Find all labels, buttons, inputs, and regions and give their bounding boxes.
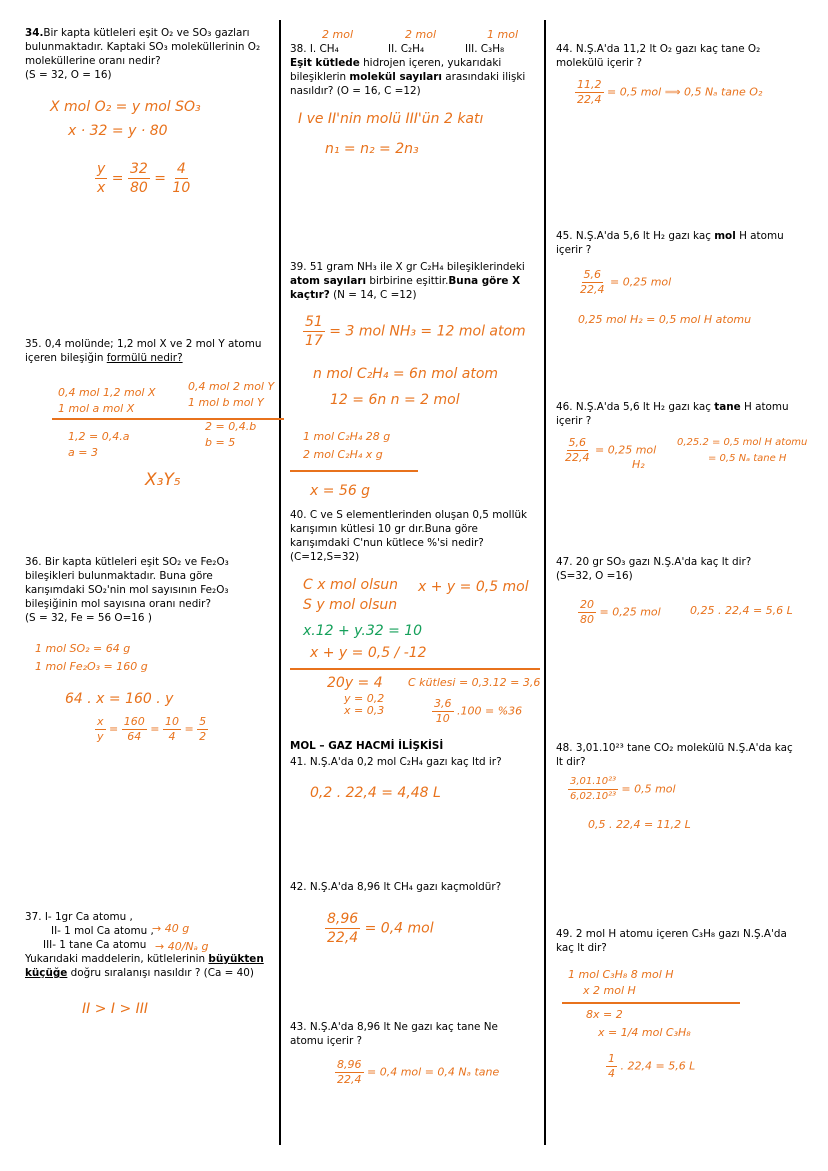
q36-frac3-num: 10 xyxy=(164,715,179,728)
question-47-text-line1: 47. 20 gr SO₃ gazı N.Ş.A'da kaç lt dir? xyxy=(556,556,752,568)
q47-handwriting-2: 0,25 . 22,4 = 5,6 L xyxy=(690,604,793,617)
question-37-text-line2: II- 1 mol Ca atomu , xyxy=(51,925,154,937)
q49-handwriting-2: x 2 mol H xyxy=(583,984,636,997)
section-title: MOL – GAZ HACMİ İLİŞKİSİ xyxy=(290,740,444,752)
question-37-text-line4b: büyükten xyxy=(208,953,264,965)
question-37-text-line5a: küçüğe xyxy=(25,967,68,979)
q40-handwriting-9: C kütlesi = 0,3.12 = 3,6 xyxy=(408,676,541,689)
q47-frac-num: 20 xyxy=(580,598,594,611)
q48-handwriting-2: 0,5 . 22,4 = 11,2 L xyxy=(588,818,691,831)
question-39 xyxy=(290,260,540,302)
q38-mol-3: 1 mol xyxy=(487,28,518,41)
question-36-text-line3: karışımdaki SO₂'nin mol sayısının Fe₂O₃ xyxy=(25,584,229,596)
question-34-text-line2: bulunmaktadır. Kaptaki SO₃ moleküllerinin O₂ xyxy=(25,41,261,53)
q34-eq2: = xyxy=(154,170,166,187)
column-divider-left xyxy=(279,20,281,1145)
question-49 xyxy=(556,927,811,955)
question-35-text-line2b: formülü nedir? xyxy=(106,352,183,364)
question-36-text-line1: 36. Bir kapta kütleleri eşit SO₂ ve Fe₂O₃ xyxy=(25,556,229,568)
q35-handwriting-2: 1 mol a mol X xyxy=(58,402,135,415)
q36-handwriting-3: 64 . x = 160 . y xyxy=(65,691,174,707)
q38-mol-1: 2 mol xyxy=(322,28,353,41)
question-40-text-line4: (C=12,S=32) xyxy=(290,551,360,563)
q35-handwriting-8: b = 5 xyxy=(205,436,236,449)
q42-frac-num: 8,96 xyxy=(327,911,359,927)
question-45-text-line1c: H atomu xyxy=(735,230,784,242)
q34-ratio-den: x xyxy=(97,180,106,196)
q46-frac-den: 22,4 xyxy=(565,451,590,464)
question-39-text-line2a: atom sayıları xyxy=(290,275,367,287)
q40-handwriting-6: 20y = 4 xyxy=(327,675,383,691)
question-43-text-line2: atomu içerir ? xyxy=(290,1035,363,1047)
q48-frac-rest: = 0,5 mol xyxy=(621,782,676,796)
question-37-text-line1: 37. I- 1gr Ca atomu , xyxy=(25,911,133,923)
q44-frac-den: 22,4 xyxy=(577,93,602,106)
q35-handwriting-4: 1 mol b mol Y xyxy=(188,396,264,409)
question-46-text-line1a: 46. N.Ş.A'da 5,6 lt H₂ gazı kaç xyxy=(556,401,715,413)
question-34-text-line3: moleküllerine oranı nedir? xyxy=(25,55,161,67)
q43-handwriting-1 xyxy=(335,1058,499,1087)
q34-ratio-num3: 4 xyxy=(176,161,186,177)
q49-frac-num: 1 xyxy=(608,1052,615,1065)
question-36-text-line5: (S = 32, Fe = 56 O=16 ) xyxy=(25,612,152,624)
question-38-label-3: III. C₃H₈ xyxy=(465,43,505,55)
q48-frac-den: 6,02.10²³ xyxy=(570,791,617,802)
q40-handwriting-1: C x mol olsun xyxy=(303,577,398,593)
question-48 xyxy=(556,741,811,769)
q36-frac4-num: 5 xyxy=(199,715,207,728)
column-divider-right xyxy=(544,20,546,1145)
q39-frac-den: 17 xyxy=(305,333,323,349)
question-44 xyxy=(556,42,811,70)
q43-frac-den: 22,4 xyxy=(337,1073,362,1086)
question-46-text-line2: içerir ? xyxy=(556,415,592,427)
question-38-text-line1a: Eşit kütlede xyxy=(290,57,360,69)
question-40-text-line3: karışımdaki C'nun kütlece %'si nedir? xyxy=(290,537,484,549)
question-38-text-line2a: bileşiklerin xyxy=(290,71,350,83)
question-35-text-line1: 35. 0,4 molünde; 1,2 mol X ve 2 mol Y atomu xyxy=(25,338,262,350)
question-48-text-line1: 48. 3,01.10²³ tane CO₂ molekülü N.Ş.A'da kaç xyxy=(556,742,793,754)
q35-handwriting-6: a = 3 xyxy=(68,446,98,459)
q40-handwriting-10 xyxy=(432,697,522,726)
q48-frac-num: 3,01.10²³ xyxy=(568,775,618,790)
question-34-text-line1: Bir kapta kütleleri eşit O₂ ve SO₃ gazları xyxy=(43,27,250,39)
question-36-text-line4: bileşiğinin mol sayısına oranı nedir? xyxy=(25,598,211,610)
question-39-text-line1: 39. 51 gram NH₃ ile X gr C₂H₄ bileşiklerindeki xyxy=(290,261,525,273)
question-46-text-line1c: H atomu xyxy=(740,401,789,413)
question-48-text-line2: lt dir? xyxy=(556,756,586,768)
q40-handwriting-2: S y mol olsun xyxy=(303,597,398,613)
question-40-text-line1: 40. C ve S elementlerinden oluşan 0,5 mollük xyxy=(290,509,528,521)
q36-handwriting-2: 1 mol Fe₂O₃ = 160 g xyxy=(35,660,148,673)
q37-handwriting-2: → 40/Nₐ g xyxy=(155,940,209,953)
q43-frac-rest: = 0,4 mol = 0,4 Nₐ tane xyxy=(367,1065,500,1079)
q45-handwriting-2: 0,25 mol H₂ = 0,5 mol H atomu xyxy=(578,313,752,326)
q37-answer: II > I > III xyxy=(82,1001,149,1017)
q47-frac-den: 80 xyxy=(580,613,594,626)
q34-ratio-den3: 10 xyxy=(172,180,191,196)
question-40 xyxy=(290,508,540,564)
question-38-label-2: II. C₂H₄ xyxy=(388,43,425,55)
question-44-text-line1: 44. N.Ş.A'da 11,2 lt O₂ gazı kaç tane O₂ xyxy=(556,43,761,55)
q38-handwriting-1: I ve II'nin molü III'ün 2 katı xyxy=(298,111,484,127)
q42-frac-rest: = 0,4 mol xyxy=(364,920,434,937)
question-38-text-line2b: molekül sayıları xyxy=(349,71,442,83)
question-41 xyxy=(290,755,540,769)
q36-frac4-den: 2 xyxy=(199,730,207,743)
q39-handwriting-3: 12 = 6n n = 2 mol xyxy=(330,392,460,408)
q41-handwriting-1: 0,2 . 22,4 = 4,48 L xyxy=(310,785,441,801)
question-44-text-line2: molekülü içerir ? xyxy=(556,57,643,69)
q36-frac2-den: 64 xyxy=(127,730,142,743)
question-45-text-line2: içerir ? xyxy=(556,244,592,256)
q34-ratio-num: y xyxy=(97,161,106,177)
question-35 xyxy=(25,337,275,365)
question-47-text-line2: (S=32, O =16) xyxy=(556,570,633,582)
q34-handwriting-3 xyxy=(95,160,192,197)
question-39-text-line3b: (N = 14, C =12) xyxy=(329,289,417,301)
q45-frac-den: 22,4 xyxy=(580,283,605,296)
q39-rule xyxy=(290,470,418,472)
q35-handwriting-3: 0,4 mol 2 mol Y xyxy=(188,380,275,393)
q45-handwriting-1 xyxy=(578,268,671,297)
question-34-text-line4: (S = 32, O = 16) xyxy=(25,69,112,81)
question-43-text-line1: 43. N.Ş.A'da 8,96 lt Ne gazı kaç tane Ne xyxy=(290,1021,498,1033)
q40-handwriting-5: x + y = 0,5 / -12 xyxy=(310,645,427,661)
q34-handwriting-1: X mol O₂ = y mol SO₃ xyxy=(50,99,201,115)
q40-handwriting-8: x = 0,3 xyxy=(344,704,385,717)
question-45 xyxy=(556,229,811,257)
q39-handwriting-1 xyxy=(303,313,526,350)
q44-frac-num: 11,2 xyxy=(577,78,602,91)
question-38-text-line3: nasıldır? (O = 16, C =12) xyxy=(290,85,421,97)
q40-rule xyxy=(290,668,540,670)
q36-handwriting-1: 1 mol SO₂ = 64 g xyxy=(35,642,131,655)
q45-frac-rest: = 0,25 mol xyxy=(610,275,672,289)
question-41-text-line1: 41. N.Ş.A'da 0,2 mol C₂H₄ gazı kaç ltd ir? xyxy=(290,756,502,768)
question-38 xyxy=(290,42,540,98)
q46-frac-num: 5,6 xyxy=(568,436,586,449)
question-37-text-line4: Yukarıdaki maddelerin, kütlelerinin xyxy=(25,953,209,965)
question-39-text-line3a: kaçtır? xyxy=(290,289,330,301)
q39-answer: x = 56 g xyxy=(310,483,371,499)
question-36 xyxy=(25,555,275,625)
q42-handwriting-1 xyxy=(325,910,434,947)
q38-mol-2: 2 mol xyxy=(405,28,436,41)
q48-handwriting-1 xyxy=(568,775,676,804)
question-37 xyxy=(25,910,275,980)
question-39-text-line2b: birbirine eşittir. xyxy=(366,275,449,287)
question-42 xyxy=(290,880,540,894)
q40-frac-num: 3,6 xyxy=(434,697,452,710)
q49-handwriting-5 xyxy=(606,1052,695,1081)
q46-frac-rest: = 0,25 mol xyxy=(595,443,657,457)
q40-frac-rest: .100 = %36 xyxy=(457,704,523,718)
q43-frac-num: 8,96 xyxy=(337,1058,362,1071)
question-39-text-line2c: Buna göre X xyxy=(448,275,521,287)
question-46 xyxy=(556,400,811,428)
q34-ratio-num2: 32 xyxy=(129,161,148,177)
q44-frac-rest: = 0,5 mol ⟹ 0,5 Nₐ tane O₂ xyxy=(607,85,763,99)
q40-handwriting-4: x.12 + y.32 = 10 xyxy=(303,623,423,639)
q47-frac-rest: = 0,25 mol xyxy=(599,605,661,619)
q49-handwriting-1: 1 mol C₃H₈ 8 mol H xyxy=(568,968,674,981)
q49-handwriting-3: 8x = 2 xyxy=(586,1008,623,1021)
question-45-text-line1b: mol xyxy=(714,230,736,242)
q38-handwriting-2: n₁ = n₂ = 2n₃ xyxy=(325,141,419,157)
q46-handwriting-2: 0,25.2 = 0,5 mol H atomu xyxy=(677,437,808,448)
q39-handwriting-2: n mol C₂H₄ = 6n mol atom xyxy=(313,366,499,382)
question-43 xyxy=(290,1020,540,1048)
q35-handwriting-7: 2 = 0,4.b xyxy=(205,420,257,433)
q35-handwriting-1: 0,4 mol 1,2 mol X xyxy=(58,386,156,399)
q40-handwriting-3: x + y = 0,5 mol xyxy=(418,579,529,595)
q49-rule xyxy=(562,1002,740,1004)
q42-frac-den: 22,4 xyxy=(327,930,359,946)
question-42-text-line1: 42. N.Ş.A'da 8,96 lt CH₄ gazı kaçmoldür? xyxy=(290,881,502,893)
question-45-text-line1a: 45. N.Ş.A'da 5,6 lt H₂ gazı kaç xyxy=(556,230,715,242)
q49-frac-den: 4 xyxy=(608,1067,615,1080)
q40-frac-den: 10 xyxy=(435,712,450,725)
q45-frac-num: 5,6 xyxy=(583,268,601,281)
question-38-text-line1b: hidrojen içeren, yukarıdaki xyxy=(359,57,502,69)
question-49-text-line2: kaç lt dir? xyxy=(556,942,607,954)
q39-frac-rest: = 3 mol NH₃ = 12 mol atom xyxy=(329,323,526,340)
question-35-text-line2a: içeren bileşiğin xyxy=(25,352,107,364)
q40-handwriting-7: y = 0,2 xyxy=(344,692,385,705)
q46-handwriting-sub: H₂ xyxy=(632,458,645,471)
q35-answer: X₃Y₅ xyxy=(145,470,181,490)
question-37-text-line3: III- 1 tane Ca atomu xyxy=(43,939,147,951)
question-40-text-line2: karışımın kütlesi 10 gr dır.Buna göre xyxy=(290,523,478,535)
question-49-text-line1: 49. 2 mol H atomu içeren C₃H₈ gazı N.Ş.A'da xyxy=(556,928,787,940)
q44-handwriting-1 xyxy=(575,78,762,107)
q39-handwriting-4: 1 mol C₂H₄ 28 g xyxy=(303,430,391,443)
q39-frac-num: 51 xyxy=(305,314,323,330)
q36-frac2-num: 160 xyxy=(123,715,145,728)
q34-eq1: = xyxy=(111,170,124,187)
q35-handwriting-5: 1,2 = 0,4.a xyxy=(68,430,130,443)
question-47 xyxy=(556,555,811,583)
q36-handwriting-4: $\frac{x}{y}$ = $\frac{160}{64}$ = $\frac{10}{4}$ = $\frac{5}{2}$ xyxy=(97,715,207,743)
q46-handwriting-3: = 0,5 Nₐ tane H xyxy=(708,453,787,464)
q34-handwriting-2: x · 32 = y · 80 xyxy=(68,123,168,139)
q36-frac1-den: y xyxy=(97,730,104,743)
q47-handwriting-1 xyxy=(578,598,661,627)
q37-handwriting-1: → 40 g xyxy=(152,922,190,935)
q49-handwriting-4: x = 1/4 mol C₃H₈ xyxy=(598,1026,691,1039)
q34-ratio-den2: 80 xyxy=(129,180,148,196)
question-37-text-line5b: doğru sıralanışı nasıldır ? (Ca = 40) xyxy=(67,967,254,979)
question-36-text-line2: bileşikleri bulunmaktadır. Buna göre xyxy=(25,570,213,582)
q49-frac-rest: . 22,4 = 5,6 L xyxy=(620,1059,696,1073)
q36-frac3-den: 4 xyxy=(168,730,176,743)
question-34-number: 34. xyxy=(25,27,44,39)
question-38-label-1: 38. I. CH₄ xyxy=(290,43,339,55)
q39-handwriting-5: 2 mol C₂H₄ x g xyxy=(303,448,383,461)
question-46-text-line1b: tane xyxy=(714,401,741,413)
question-38-text-line2c: arasındaki ilişki xyxy=(441,71,526,83)
q36-frac1-num: x xyxy=(97,715,104,728)
question-34 xyxy=(25,26,275,82)
